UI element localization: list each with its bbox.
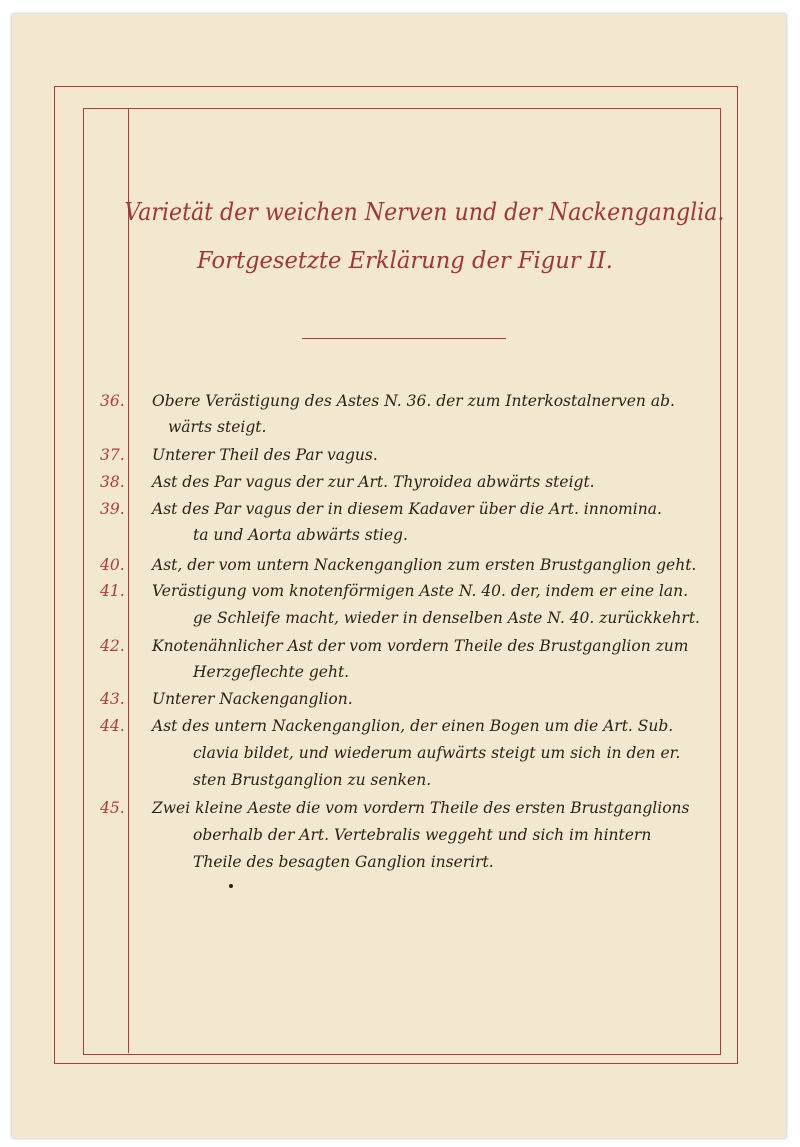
entry-text: Unterer Theil des Par vagus. bbox=[152, 446, 378, 464]
entry-text: Ast, der vom untern Nackenganglion zum ersten Brustganglion geht. bbox=[152, 556, 697, 574]
entry-number: 39. bbox=[100, 500, 125, 518]
entry-number: 42. bbox=[100, 637, 125, 655]
entry-number: 38. bbox=[100, 473, 125, 491]
entry-text: ge Schleife macht, wieder in denselben Aste N. 40. zurückkehrt. bbox=[193, 609, 700, 627]
entry-text: oberhalb der Art. Vertebralis weggeht und sich im hintern bbox=[193, 826, 652, 844]
title-divider bbox=[302, 338, 506, 339]
entry-text: sten Brustganglion zu senken. bbox=[193, 771, 432, 789]
entry-text: Ast des Par vagus der in diesem Kadaver über die Art. innomina. bbox=[152, 500, 662, 518]
entry-text: Zwei kleine Aeste die vom vordern Theile des ersten Brustganglions bbox=[152, 799, 690, 817]
entry-text: ta und Aorta abwärts stieg. bbox=[193, 526, 408, 544]
entry-text: wärts steigt. bbox=[168, 418, 267, 436]
entry-number: 43. bbox=[100, 690, 125, 708]
entry-text: Unterer Nackenganglion. bbox=[152, 690, 353, 708]
entry-text: Theile des besagten Ganglion inserirt. bbox=[193, 853, 494, 871]
entry-number: 45. bbox=[100, 799, 125, 817]
ink-dot bbox=[229, 884, 233, 888]
entry-text: Obere Verästigung des Astes N. 36. der zum Interkostalnerven ab. bbox=[152, 392, 675, 410]
entry-number: 41. bbox=[100, 582, 125, 600]
entry-text: Ast des Par vagus der zur Art. Thyroidea abwärts steigt. bbox=[152, 473, 595, 491]
entry-text: Herzgeflechte geht. bbox=[193, 663, 350, 681]
entry-text: clavia bildet, und wiederum aufwärts steigt um sich in den er. bbox=[193, 744, 681, 762]
entry-text: Verästigung vom knotenförmigen Aste N. 40. der, indem er eine lan. bbox=[152, 582, 689, 600]
entry-number: 36. bbox=[100, 392, 125, 410]
page-title: Varietät der weichen Nerven und der Nackenganglia. bbox=[124, 198, 725, 226]
entry-number: 37. bbox=[100, 446, 125, 464]
entry-text: Ast des untern Nackenganglion, der einen Bogen um die Art. Sub. bbox=[152, 717, 674, 735]
entry-text: Knotenähnlicher Ast der vom vordern Theile des Brustganglion zum bbox=[152, 637, 689, 655]
entry-number: 40. bbox=[100, 556, 125, 574]
entry-number: 44. bbox=[100, 717, 125, 735]
page-subtitle: Fortgesetzte Erklärung der Figur II. bbox=[197, 248, 613, 274]
